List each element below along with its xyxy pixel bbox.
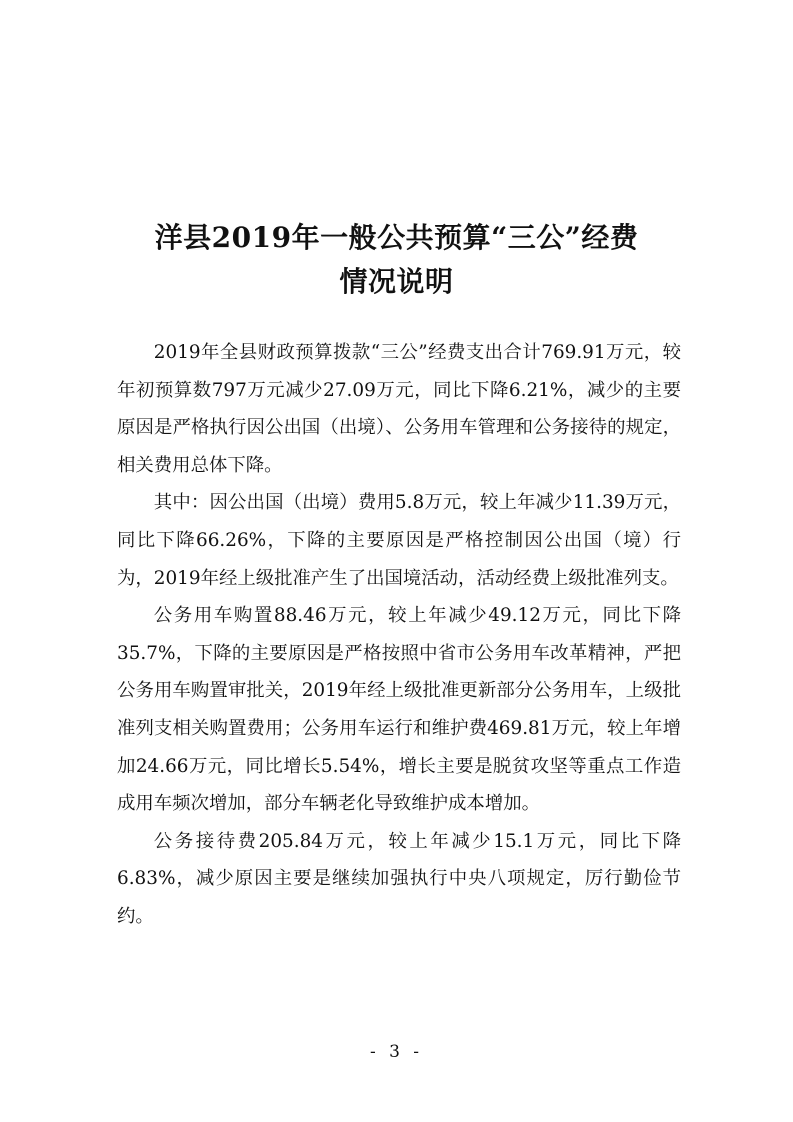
page-number: - 3 - [369, 1042, 424, 1062]
document-body [117, 334, 681, 936]
paragraph-official-vehicles: 公务用车购置88.46万元，较上年减少49.12万元，同比下降35.7%，下降的主要原因是严格按照中省市公务用车改革精神，严把公务用车购置审批关，2019年经上级批准更新部分公务用车，上级批准列支相关购置费用；公务用车运行和维护费469.81万元，较上年增加24.66万元，同比增长5.54%，增长主要是脱贫攻坚等重点工作造成用车频次增加，部分车辆老化导致维护成本增加。 [117, 605, 681, 815]
document-title-line1: 洋县2019年一般公共预算“三公”经费 [154, 221, 639, 254]
paragraph-official-reception: 公务接待费205.84万元，较上年减少15.1万元，同比下降6.83%，减少原因主要是继续加强执行中央八项规定，厉行勤俭节约。 [117, 830, 681, 927]
paragraph-overseas-travel: 其中：因公出国（出境）费用5.8万元，较上年减少11.39万元，同比下降66.26%，下降的主要原因是严格控制因公出国（境）行为，2019年经上级批准产生了出国境活动，活动经费上级批准列支。 [117, 492, 681, 589]
paragraph-summary: 2019年全县财政预算拨款“三公”经费支出合计769.91万元，较年初预算数797万元减少27.09万元，同比下降6.21%，减少的主要原因是严格执行因公出国（出境）、公务用车管理和公务接待的规定，相关费用总体下降。 [117, 342, 681, 476]
document-title-line2: 情况说明 [339, 265, 454, 298]
